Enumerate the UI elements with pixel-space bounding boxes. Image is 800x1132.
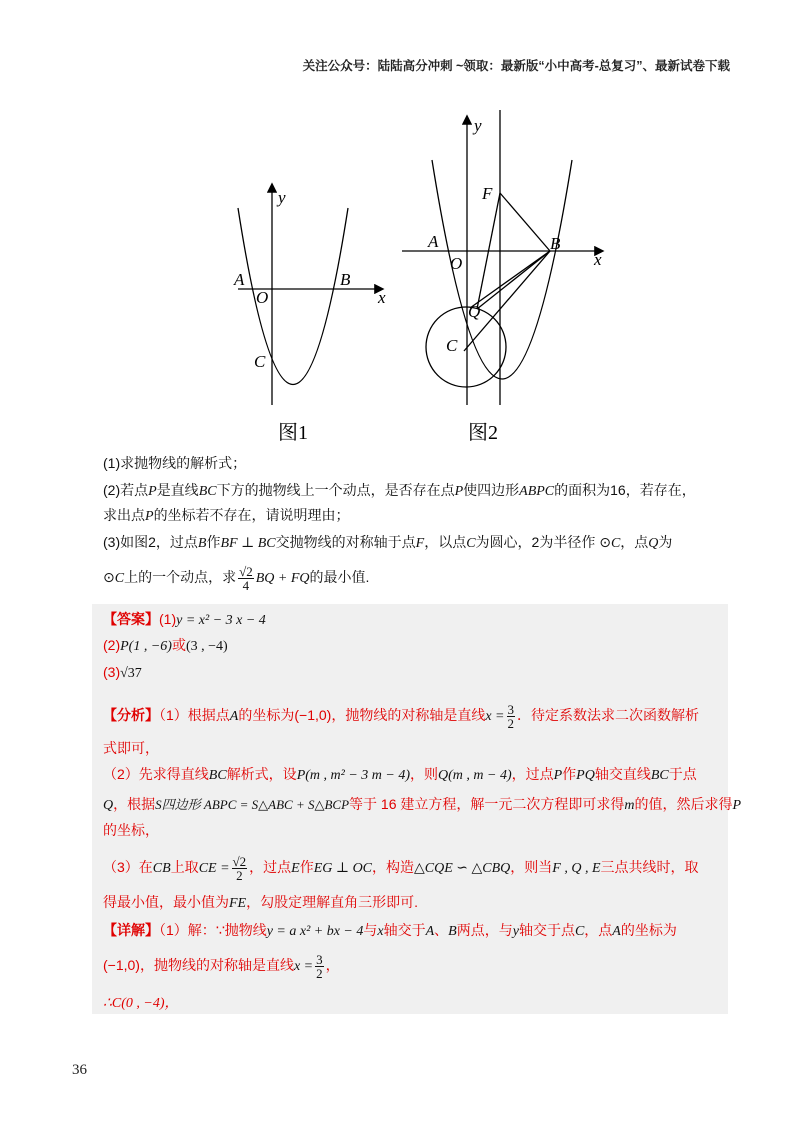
- analysis-s3b: 上取: [170, 859, 199, 875]
- analysis-line-7: [103, 892, 418, 914]
- detail-d1e: 两点，与: [456, 922, 513, 938]
- q2-quad: ABPC: [519, 484, 555, 499]
- q3-text-7: 为: [658, 534, 673, 550]
- detail-d1a: （1）解：∵抛物线: [159, 922, 267, 938]
- analysis-egoc: EG ⊥ OC: [313, 861, 373, 876]
- question-2-line-2: [103, 505, 350, 527]
- answer-2-label: (2): [103, 637, 121, 653]
- analysis-m: m: [624, 798, 635, 813]
- detail-d1h: 的坐标为: [620, 922, 677, 938]
- analysis-s2e: 作: [562, 766, 577, 782]
- fig2-segment-bf: [500, 193, 550, 251]
- analysis-line-1: [103, 700, 699, 732]
- analysis-line-3: [103, 764, 697, 786]
- detail-frac: [315, 953, 324, 980]
- analysis-s2a: （2）先求得直线: [103, 766, 209, 782]
- analysis-s2c: ，则: [410, 766, 438, 782]
- fig1-label-y: y: [278, 188, 286, 207]
- fig1-label-c: C: [254, 352, 266, 371]
- analysis-s2h: ，根据: [113, 796, 156, 812]
- analysis-s3i: ，勾股定理解直角三形即可.: [246, 894, 418, 910]
- analysis-s3e: ，构造: [372, 859, 415, 875]
- fig2-label-o: O: [450, 254, 463, 273]
- detail-eq: y = a x² + bx − 4: [266, 924, 364, 939]
- answer-tag: 【答案】: [103, 611, 159, 627]
- q3-text-1: (3)如图2，过点: [103, 534, 198, 550]
- q3-text-6: ，点: [620, 534, 649, 550]
- q2-text-4: 使四边形: [463, 482, 520, 498]
- detail-a2: A: [612, 924, 621, 939]
- answer-3-label: (3): [103, 664, 121, 680]
- fig1-label-o: O: [256, 288, 269, 307]
- question-3-line-2: [103, 562, 369, 594]
- fig2-segment-bq2: [470, 251, 550, 308]
- detail-frac-num: 3: [316, 951, 323, 967]
- analysis-area-eq: S四边形 ABPC = S△ABC + S△BCP: [155, 797, 350, 812]
- q3-text-4: ，以点: [424, 534, 467, 550]
- detail-d1b: 与: [363, 922, 378, 938]
- q3-point-b: B: [197, 536, 207, 551]
- detail-d2a: (−1,0)，抛物线的对称轴是直线: [103, 957, 294, 973]
- q3-text-9: 上的一个动点，求: [124, 569, 237, 585]
- analysis-qm: Q(m , m − 4): [438, 768, 512, 783]
- answer-line-3: [103, 662, 142, 684]
- page-header: 关注公众号：陆陆高分冲刺 ~领取：最新版“小中高考-总复习”、最新试卷下载: [302, 59, 730, 73]
- analysis-fe: FE: [229, 896, 247, 911]
- question-3-line-1: [103, 532, 672, 554]
- q3-text-8: ⊙: [103, 569, 115, 585]
- q3-text-10: 的最小值.: [309, 569, 370, 585]
- analysis-s3a: （3）在: [103, 859, 153, 875]
- fig1-label-b: B: [340, 270, 351, 289]
- analysis-s3c: ，过点: [249, 859, 292, 875]
- q3-text-2: 作: [206, 534, 221, 550]
- analysis-cb: CB: [152, 861, 171, 876]
- answer-1-label: (1): [159, 611, 177, 627]
- detail-d1g: ，点: [584, 922, 613, 938]
- answer-line-2: [103, 635, 228, 657]
- detail-d1c: 轴交于: [383, 922, 426, 938]
- q3-point-q: Q: [648, 536, 659, 551]
- q3-fraction: [238, 565, 254, 592]
- analysis-bc2: BC: [650, 768, 669, 783]
- q3-point-c2: C: [610, 536, 621, 551]
- fig2-label-c: C: [446, 336, 458, 355]
- figure-2: [402, 110, 602, 405]
- analysis-p: P: [553, 768, 563, 783]
- analysis-q: Q: [103, 798, 114, 813]
- q3-text-5: 为圆心，2为半径作 ⊙: [475, 534, 611, 550]
- analysis-frac3-den: 2: [236, 867, 243, 883]
- q3-point-f: F: [415, 536, 425, 551]
- q3-frac-den: 4: [242, 577, 250, 593]
- analysis-s2b: 解析式，设: [226, 766, 297, 782]
- analysis-s3h: 得最小值，最小值为: [103, 894, 229, 910]
- detail-b: B: [448, 924, 457, 939]
- q2-point-p2: P: [454, 484, 464, 499]
- analysis-a: A: [229, 709, 239, 724]
- analysis-s2g: 于点: [668, 766, 697, 782]
- detail-d2b: ，: [325, 957, 340, 973]
- answer-1-expr: y = x² − 3 x − 4: [176, 613, 266, 628]
- analysis-frac-3: [232, 855, 248, 882]
- q2-point-p3: P: [145, 509, 154, 524]
- q3-expression: BQ + FQ: [255, 571, 310, 586]
- q2-text-5: 的面积为16，若存在，: [554, 482, 696, 498]
- figures: [220, 105, 620, 450]
- analysis-pq: PQ: [576, 768, 595, 783]
- q2-line-bc: BC: [198, 484, 217, 499]
- detail-y: y: [512, 924, 519, 939]
- answer-line-1: [103, 609, 266, 631]
- q3-perp: BF ⊥ BC: [220, 536, 276, 551]
- answer-2-point-a: P(1 , −6): [120, 639, 172, 654]
- fig2-caption: 图2: [468, 422, 498, 444]
- analysis-sim: △CQE ∽ △CBQ: [414, 861, 511, 876]
- analysis-s3g: 三点共线时，取: [600, 859, 699, 875]
- answer-2-or: 或: [171, 637, 186, 653]
- detail-d1f: 轴交于点: [518, 922, 575, 938]
- q2-text-3: 下方的抛物线上一个动点，是否存在点: [216, 482, 455, 498]
- q2-point-p: P: [148, 484, 157, 499]
- analysis-fqe: F , Q , E: [552, 861, 601, 876]
- q3-frac-num: √2: [239, 563, 253, 579]
- fig2-label-q: Q: [468, 302, 481, 321]
- detail-frac-den: 2: [316, 965, 323, 981]
- fig1-label-y2: y: [474, 116, 482, 135]
- analysis-s1b: 的坐标为(−1,0)，抛物线的对称轴是直线: [238, 707, 486, 723]
- detail-d1d: 、: [434, 922, 449, 938]
- analysis-frac: [507, 703, 516, 730]
- detail-c: C: [574, 924, 585, 939]
- analysis-line-2: 式即可，: [103, 740, 159, 756]
- analysis-bc: BC: [208, 768, 227, 783]
- analysis-s2d: ，过点: [511, 766, 554, 782]
- analysis-e: E: [291, 861, 300, 876]
- detail-x: x: [377, 924, 384, 939]
- fig2-circle-c: [426, 307, 506, 387]
- analysis-s3f: ，则当: [510, 859, 553, 875]
- detail-line-1: [103, 920, 677, 942]
- analysis-frac3-num: √2: [232, 853, 247, 869]
- fig2-label-a: A: [428, 232, 439, 251]
- answer-3-value: √37: [120, 666, 142, 681]
- analysis-tag: 【分析】: [103, 707, 159, 723]
- analysis-s2j: 的值，然后求得: [634, 796, 733, 812]
- analysis-p2: P: [732, 798, 742, 813]
- fig1-label-a: A: [234, 270, 245, 289]
- analysis-s2i: 等于 16 建立方程，解一元二次方程即可求得: [349, 796, 625, 812]
- fig2-label-b: B: [550, 234, 561, 253]
- fig2-segment-bc: [464, 251, 550, 351]
- q3-point-c3: C: [114, 571, 125, 586]
- question-2-line-1: [103, 480, 696, 502]
- fig2-segment-bq: [477, 251, 550, 309]
- analysis-ce: CE =: [198, 861, 230, 876]
- q2-text-2: 是直线: [156, 482, 199, 498]
- analysis-line-4: [103, 794, 741, 816]
- detail-x-eq: x =: [293, 959, 314, 974]
- analysis-line-5: 的坐标，: [103, 822, 159, 838]
- analysis-frac-den: 2: [507, 715, 514, 731]
- analysis-frac-num: 3: [507, 701, 514, 717]
- analysis-x-eq: x =: [485, 709, 505, 724]
- detail-a: A: [425, 924, 435, 939]
- q2-text-6: 求出点: [103, 507, 145, 523]
- q3-point-c: C: [466, 536, 476, 551]
- detail-line-3: [103, 992, 179, 1014]
- fig2-label-f: F: [482, 184, 493, 203]
- analysis-s1c: ．待定系数法求二次函数解析: [517, 707, 699, 723]
- analysis-s3d: 作: [299, 859, 314, 875]
- figure-svg: [220, 105, 620, 450]
- answer-2-point-b: (3 , −4): [185, 639, 228, 654]
- analysis-line-6: [103, 852, 699, 884]
- detail-d3: ∴C(0 , −4)，: [103, 996, 179, 1011]
- q2-text-1: (2)若点: [103, 482, 149, 498]
- q2-text-7: 的坐标若不存在，请说明理由；: [153, 507, 350, 523]
- fig2-label-x: x: [594, 250, 602, 269]
- fig1-label-x: x: [378, 288, 386, 307]
- analysis-s2f: 轴交直线: [594, 766, 651, 782]
- q3-text-3: 交抛物线的对称轴于点: [275, 534, 416, 550]
- fig1-caption: 图1: [278, 422, 308, 444]
- detail-tag: 【详解】: [103, 922, 159, 938]
- analysis-pm: P(m , m² − 3 m − 4): [296, 768, 410, 783]
- question-1: (1)求抛物线的解析式；: [103, 455, 247, 471]
- page-number: 36: [72, 1062, 87, 1078]
- analysis-s1a: （1）根据点: [159, 707, 230, 723]
- detail-line-2: [103, 950, 340, 982]
